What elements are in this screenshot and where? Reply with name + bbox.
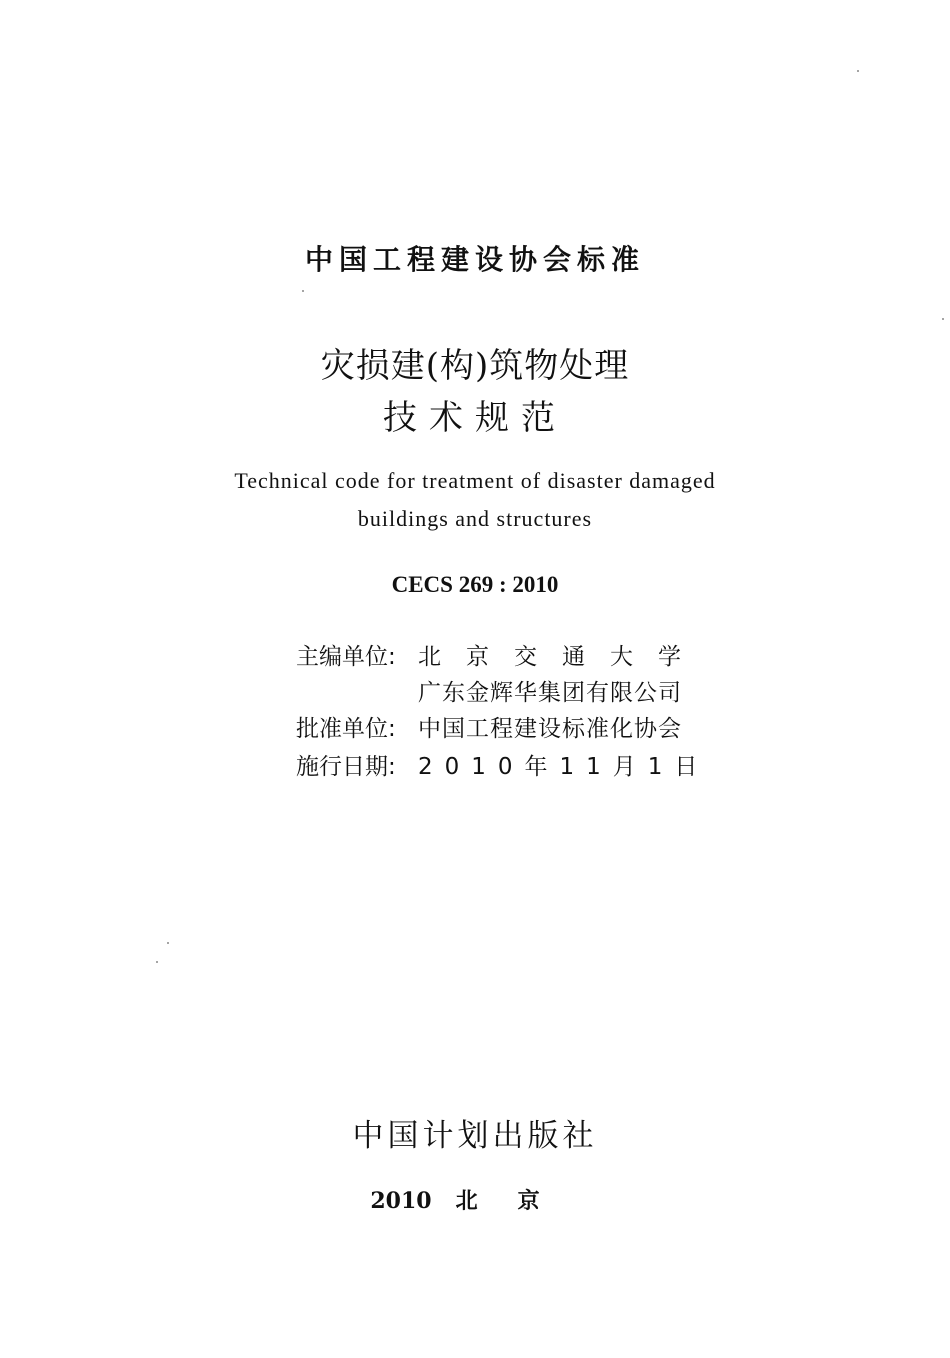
scan-speck xyxy=(156,961,158,963)
scan-speck xyxy=(302,290,304,292)
standard-code: CECS 269 : 2010 xyxy=(391,572,559,597)
chief-editor-secondary: 广东金辉华集团有限公司 xyxy=(418,680,682,706)
title-english-line-1: Technical code for treatment of disaster damaged xyxy=(234,468,716,493)
approver-label: 批准单位: xyxy=(296,716,396,742)
scan-speck xyxy=(167,942,169,944)
effective-date-label: 施行日期: xyxy=(296,754,396,780)
title-english-line-2: buildings and structures xyxy=(357,506,593,531)
scan-speck xyxy=(857,70,859,72)
publication-year-place xyxy=(0,1184,950,1215)
approver-value: 中国工程建设标准化协会 xyxy=(418,716,682,742)
chief-editor-label: 主编单位: xyxy=(296,644,396,670)
chief-editor-primary: 北京交通大学 xyxy=(418,644,706,670)
title-chinese-line-2: 技术规范 xyxy=(383,398,567,438)
standard-series-heading: 中国工程建设协会标准 xyxy=(304,243,645,276)
publication-year: 2010 xyxy=(370,1188,432,1214)
effective-date-row xyxy=(296,748,710,781)
scan-speck xyxy=(942,318,944,320)
title-chinese-line-1: 灾损建(构)筑物处理 xyxy=(320,346,630,386)
publisher-name: 中国计划出版社 xyxy=(352,1118,598,1154)
approver-row xyxy=(296,710,696,743)
publication-city: 北京 xyxy=(455,1188,580,1214)
effective-date-value: 2010年11月1日 xyxy=(418,754,710,780)
chief-editor-row xyxy=(296,638,706,671)
chief-editor-secondary-row xyxy=(296,674,696,707)
